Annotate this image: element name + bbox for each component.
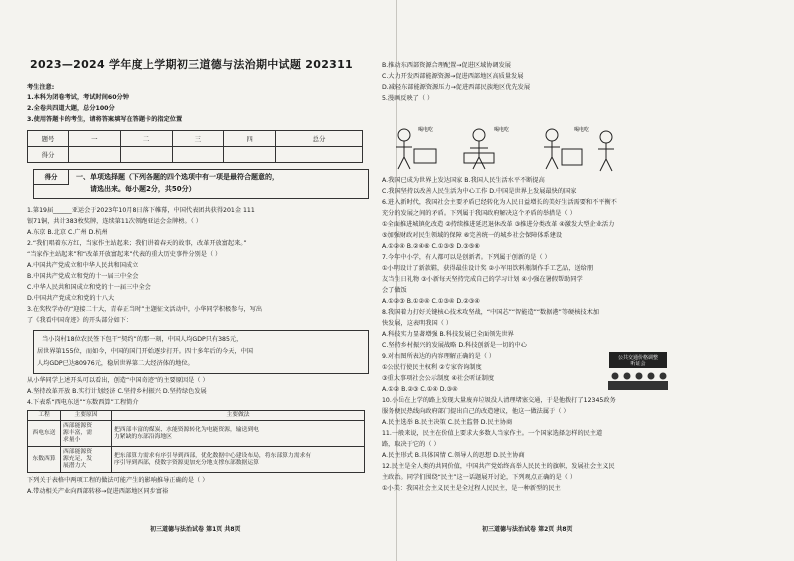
notice-item: 3.使用答题卡的考生，请将答案填写在答题卡的指定位置	[27, 116, 183, 123]
section-title-line1: 一、单项选择题（下列各题的四个选项中有一项是最符合题意的，	[76, 173, 279, 181]
question-line: 从小华同学上述开头可以看出，创造“中国奇迹”的主要原因是（ ）	[27, 377, 209, 384]
question-line: 下列关于表格中两项工程的做法可能产生的影响推导正确的是（ ）	[27, 477, 209, 484]
score-cell	[172, 147, 224, 163]
quote-line: 居世界第155位，而如今，中国的国门开始逐步打开。四十多年后的今天，中国	[37, 348, 253, 355]
project-method: 把东部算力需求有序引导到西部，优化数据中心建设布局，将东部算力需求有 序引导到西部，使数字资源更加充分地支撑东部数据运算	[112, 447, 365, 473]
option-line: ⑤加强财政对民生领域的保障 ⑥完善统一的城乡社会保障体系建设	[382, 232, 563, 239]
quote-box	[33, 330, 369, 374]
page-footer: 初三道德与法治试卷 第2页 共8页	[482, 526, 573, 533]
option-line: 友当生日礼物 ③小新每天坚持完成自己的学习计划 ④小强在暑假帮助同学	[382, 276, 583, 283]
exam-title: 2023—2024 学年度上学期初三道德与法治期中试题 202311	[30, 58, 354, 71]
score-cell	[120, 147, 172, 163]
option-line: D.中国共产党成立和党的十八大	[27, 295, 115, 302]
table-row	[28, 447, 365, 473]
quote-line: 人均GDP已达80976元，稳居世界第二大经济体的地位。	[37, 360, 194, 367]
question-line: “当家作主站起来”和“改革开放富起来”代表的重大历史事件分别是（ ）	[27, 251, 222, 258]
question-line: 了《我看中国奇迹》的开头部分如下：	[27, 317, 133, 324]
option-line: A.科技实力显著增强 B.科技发展已全面领先世界	[382, 331, 514, 338]
question-line: 6.进入新时代，我国社会主要矛盾已经转化为人民日益增长的美好生活需要和不平衡不	[382, 199, 617, 206]
option-line: C.中华人民共和国成立和党的十一届三中全会	[27, 284, 151, 291]
option-line: A.民主选举 B.民主决策 C.民主监督 D.民主协商	[382, 419, 513, 426]
notice-item: 1.本科为闭卷考试，考试时间60分钟	[27, 94, 129, 101]
question-line: 路，取决于它的（ ）	[382, 441, 440, 448]
section-score-box: 得分	[34, 170, 69, 185]
option-line: A.坚持改革开放 B.实行计划经济 C.坚持乡村振兴 D.坚持绿色发展	[27, 388, 207, 395]
option-line: D.减轻东部能源资源压力→促进西部民族地区优先发展	[382, 84, 531, 91]
question-line: 4.下表系“西电东送”“东数西算”工程简介	[27, 399, 139, 406]
question-line: 7.今年中小学，有人都可以是创新者。下列属于创新的是（ ）	[382, 254, 551, 261]
option-line: ①全面推进城镇化改造 ②持续推进延迟退休改革 ③推进分类改革 ④激发大型企业活力	[382, 221, 615, 228]
question-line: 9.对右图所表达的内容理解正确的是（ ）	[382, 353, 496, 360]
engineering-table	[27, 410, 365, 473]
question-line: 8.我国着力打好关键核心技术攻坚战，“中国芯”“智能造”“数据港”等硬核技术加	[382, 309, 599, 316]
question-line: 5.漫画反映了（ ）	[382, 95, 434, 102]
option-line: A.东京 B.北京 C.广州 D.杭州	[27, 229, 108, 236]
project-method: 把西部丰富的煤炭、水能资源转化为电能资源，输送到电 力紧缺的东部沿海地区	[112, 421, 365, 447]
question-line: 2.“我们唱着东方红，当家作主站起来；我们讲着春天的故事，改革开放富起来。”	[27, 240, 247, 247]
option-line: C.大力开发西部能源资源→促进西部地区高质量发展	[382, 73, 524, 80]
table-header: 主要做法	[112, 411, 365, 421]
option-line: ③重大事项社会公示制度 ④社会听证制度	[382, 375, 495, 382]
option-line: C.我国坚持以改善人民生活为中心工作 D.中国是世界上发展最快的国家	[382, 188, 577, 195]
option-line: A.①②③ B.①②④ C.①③④ D.②③④	[382, 298, 480, 305]
option-line: A.①②④ B.②④⑥ C.①③⑤ D.③⑤⑥	[382, 243, 480, 250]
question-line: 10.小岳在上学的路上发现大量废弃垃圾没人清理堵塞交通，于是他拨打了12345政务	[382, 397, 616, 404]
hearing-sign-image	[605, 350, 671, 392]
option-line: ①公民行使民主权利 ②专家咨询制度	[382, 364, 482, 371]
score-header: 二	[120, 131, 172, 147]
sign-text: 听证会	[630, 361, 646, 367]
option-line: A.我国已成为世界上发达国家 B.我国人民生活水平不断提高	[382, 177, 545, 184]
question-line: 服务便民热线向政府部门提出自己的改造建议，他这一做法属于（ ）	[382, 408, 570, 415]
option-line: C.坚持乡村振兴的发展战略 D.科技创新是一切的中心	[382, 342, 527, 349]
project-reason: 西部能源资 源充足，发 展潜力大	[61, 447, 112, 473]
score-row-label: 得分	[28, 147, 69, 163]
question-line: 快发展，这表明我国（ ）	[382, 320, 453, 327]
cartoon-label: 喝电吃	[574, 127, 590, 133]
score-cell	[69, 147, 121, 163]
score-header: 总分	[276, 131, 363, 147]
cartoon-label: 喝电吃	[418, 127, 434, 133]
question-line: 11.一般来说，民主在价值上要求大多数人当家作主。一个国家选择怎样的民主道	[382, 430, 603, 437]
question-line: 主政治。同学们围绕“民主”这一话题展开讨论，下列观点正确的是（ ）	[382, 474, 577, 481]
option-line: A.民主形式 B.具体国情 C.领导人的思想 D.民主协商	[382, 452, 525, 459]
score-cell	[276, 147, 363, 163]
cartoon-image	[384, 123, 624, 175]
section-header	[33, 169, 369, 199]
page-footer: 初三道德与法治试卷 第1页 共8页	[150, 526, 241, 533]
option-line: A.中国共产党成立和中华人民共和国成立	[27, 262, 139, 269]
cartoon-label: 喝电吃	[494, 127, 510, 133]
table-header: 工程	[28, 411, 61, 421]
score-header: 一	[69, 131, 121, 147]
option-line: A.①② B.②③ C.①④ D.③④	[382, 386, 458, 393]
project-name: 东数西算	[28, 447, 61, 473]
question-line: 1.第19届______亚运会于2023年10月8日落下帷幕，中国代表团共获得201金 111	[27, 207, 255, 214]
score-header: 三	[172, 131, 224, 147]
score-table	[27, 130, 363, 163]
option-line: 会了做饭	[382, 287, 407, 294]
project-name: 西电东送	[28, 421, 61, 447]
quote-line: 当小岗村18位农民签下包干“契约”的那一刻，中国人均GDP只有385元，	[42, 336, 243, 343]
option-line: A.带动相关产业向西部转移→促进西部地区同步富裕	[27, 488, 169, 495]
question-line: 12.民主是全人类的共同价值，中国共产党始终高举人民民主的旗帜，发展社会主义民	[382, 463, 615, 470]
option-line: ①小美：我国社会主义民主是全过程人民民主，是一种新型的民主	[382, 485, 561, 492]
notice-heading: 考生注意:	[27, 84, 55, 91]
project-reason: 西部能源资 源丰富，需 求量小	[61, 421, 112, 447]
score-header: 四	[224, 131, 276, 147]
score-cell	[224, 147, 276, 163]
table-row	[28, 421, 365, 447]
question-line: 充分的发展之间的矛盾。下列属于我国政府解决这个矛盾的举措是（ ）	[382, 210, 576, 217]
option-line: ①小明设计了新款鞋，获得最佳设计奖 ②小军用饮料瓶制作手工艺品，送给朋	[382, 265, 594, 272]
question-line: 3.在奖牧学办的“迎接二十大，青春正当时”主题征文活动中，小华同学积极参与，写出	[27, 306, 263, 313]
question-line: 银71铜，共计383枚奖牌，连续第11次领跑亚运会金牌榜。（ ）	[27, 218, 202, 225]
option-line: B.中国共产党成立和党的十一届三中全会	[27, 273, 139, 280]
notice-item: 2.全卷共四道大题，总分100分	[27, 105, 115, 112]
option-line: B.推动东西部资源合理配置→促进区域协调发展	[382, 62, 511, 69]
section-title-line2: 请选出来。每小题2分，共50分）	[90, 185, 196, 193]
table-header: 主要原因	[61, 411, 112, 421]
sign-text: 公共交通价格调整	[617, 355, 659, 361]
score-header: 题号	[28, 131, 69, 147]
